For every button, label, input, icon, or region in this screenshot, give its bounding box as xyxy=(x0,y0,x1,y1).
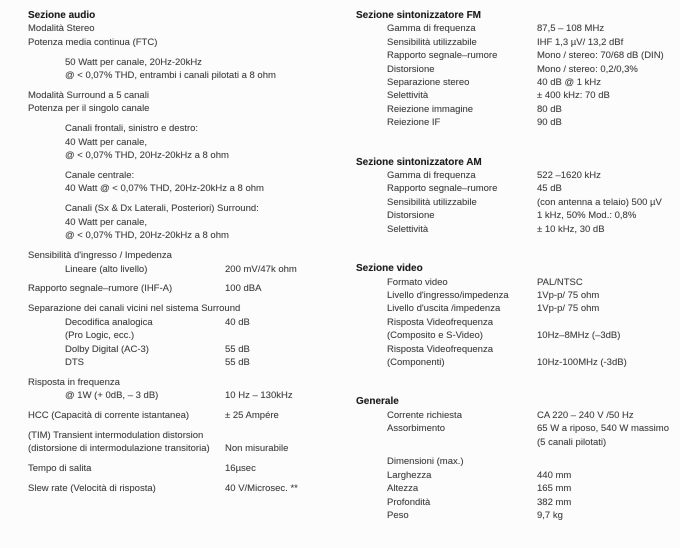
spec-block xyxy=(28,302,336,369)
audio-specs-column xyxy=(28,9,336,496)
spec-label: Sensibilità utilizzabile xyxy=(387,196,477,208)
spec-block xyxy=(356,455,678,522)
spec-value: 45 dB xyxy=(537,183,562,195)
spec-row xyxy=(356,22,678,35)
spec-row xyxy=(356,329,678,342)
spec-value: 1Vp-p/ 75 ohm xyxy=(537,289,600,301)
spec-value: Mono / stereo: 70/68 dB (DIN) xyxy=(537,50,664,62)
spec-row xyxy=(356,169,678,182)
spec-row xyxy=(356,276,678,289)
spec-label: Livello d'ingresso/impedenza xyxy=(387,289,509,301)
spec-block xyxy=(356,169,678,236)
spec-block xyxy=(28,282,336,295)
spec-row xyxy=(28,343,336,356)
spec-row xyxy=(28,429,336,442)
spec-row xyxy=(356,103,678,116)
section-sezione-video xyxy=(356,262,678,369)
spec-block xyxy=(28,122,336,162)
spec-block xyxy=(28,56,336,83)
section-title: Sezione audio xyxy=(28,10,96,21)
spec-row xyxy=(28,409,336,422)
tuner-video-general-column xyxy=(356,9,678,548)
spec-row xyxy=(28,482,336,495)
spec-row xyxy=(28,36,336,49)
spec-row xyxy=(28,462,336,475)
spec-value: PAL/NTSC xyxy=(537,276,583,288)
spec-label: Separazione stereo xyxy=(387,77,470,89)
spec-block xyxy=(356,409,678,449)
spec-row xyxy=(28,202,336,215)
spec-label: Dimensioni (max.) xyxy=(387,456,464,468)
spec-row xyxy=(28,182,336,195)
spec-row xyxy=(28,56,336,69)
spec-block xyxy=(28,482,336,495)
spec-label: 40 Watt per canale, xyxy=(65,216,148,228)
spec-row xyxy=(28,329,336,342)
spec-row xyxy=(28,229,336,242)
spec-row xyxy=(356,509,678,522)
spec-label: Risposta Videofrequenza xyxy=(387,343,493,355)
spec-row xyxy=(28,102,336,115)
spec-block xyxy=(28,429,336,456)
spec-row xyxy=(356,436,678,449)
spec-value: Non misurabile xyxy=(225,443,289,455)
spec-row xyxy=(28,282,336,295)
spec-label: @ < 0,07% THD, 20Hz-20kHz a 8 ohm xyxy=(65,150,229,162)
spec-value: 65 W a riposo, 540 W massimo xyxy=(537,423,669,435)
spec-label: Altezza xyxy=(387,483,419,495)
spec-value: 90 dB xyxy=(537,117,562,129)
spec-row xyxy=(356,356,678,369)
spec-block xyxy=(28,376,336,403)
spec-value: 440 mm xyxy=(537,469,572,481)
spec-label: Canale centrale: xyxy=(65,170,135,182)
spec-value: 40 dB xyxy=(225,316,250,328)
spec-value: ± 25 Ampére xyxy=(225,410,279,422)
spec-label: 40 Watt per canale, xyxy=(65,136,148,148)
spec-row xyxy=(28,249,336,262)
spec-row xyxy=(356,209,678,222)
spec-row xyxy=(356,76,678,89)
spec-label: Profondità xyxy=(387,496,431,508)
spec-block xyxy=(28,249,336,276)
spec-label: @ < 0,07% THD, entrambi i canali pilotati a 8 ohm xyxy=(65,70,276,82)
spec-value: 80 dB xyxy=(537,103,562,115)
section-sezione-audio xyxy=(28,9,336,496)
spec-label: (TIM) Transient intermodulation distorsion xyxy=(28,430,204,442)
spec-value: 10Hz–8MHz (–3dB) xyxy=(537,330,621,342)
spec-label: Tempo di salita xyxy=(28,463,92,475)
spec-label: Gamma di frequenza xyxy=(387,23,476,35)
spec-value: 165 mm xyxy=(537,483,572,495)
spec-row xyxy=(28,263,336,276)
section-title: Generale xyxy=(356,396,399,408)
spec-value: 9,7 kg xyxy=(537,510,563,522)
spec-row xyxy=(356,422,678,435)
spec-row xyxy=(28,216,336,229)
spec-value: 1 kHz, 50% Mod.: 0,8% xyxy=(537,210,637,222)
spec-row xyxy=(28,69,336,82)
spec-row xyxy=(356,89,678,102)
spec-row xyxy=(28,22,336,35)
spec-row xyxy=(28,389,336,402)
spec-label: 40 Watt @ < 0,07% THD, 20Hz-20kHz a 8 ohm xyxy=(65,183,264,195)
spec-value: 522 –1620 kHz xyxy=(537,170,601,182)
spec-label: @ < 0,07% THD, 20Hz-20kHz a 8 ohm xyxy=(65,230,229,242)
spec-row xyxy=(28,89,336,102)
spec-row xyxy=(356,63,678,76)
spec-row xyxy=(356,223,678,236)
spec-block xyxy=(28,169,336,196)
spec-value: 10Hz-100MHz (-3dB) xyxy=(537,356,627,368)
spec-label: Distorsione xyxy=(387,210,435,222)
spec-label: Distorsione xyxy=(387,63,435,75)
spec-value: IHF 1,3 µV/ 13,2 dBf xyxy=(537,36,624,48)
spec-label: Formato video xyxy=(387,276,448,288)
spec-label: Modalità Surround a 5 canali xyxy=(28,90,149,102)
spec-row xyxy=(356,316,678,329)
spec-row xyxy=(356,196,678,209)
spec-value: 1Vp-p/ 75 ohm xyxy=(537,303,600,315)
spec-label: Slew rate (Velocità di risposta) xyxy=(28,483,156,495)
spec-label: (Pro Logic, ecc.) xyxy=(65,330,135,342)
spec-value: (con antenna a telaio) 500 µV xyxy=(537,196,662,208)
spec-label: Livello d'uscita /impedenza xyxy=(387,303,501,315)
spec-block xyxy=(28,409,336,422)
spec-label: Gamma di frequenza xyxy=(387,170,476,182)
spec-value: 10 Hz – 130kHz xyxy=(225,390,293,402)
spec-label: Reiezione immagine xyxy=(387,103,474,115)
section-sezione-sintonizzatore-fm xyxy=(356,9,678,130)
spec-row xyxy=(356,116,678,129)
spec-label: Larghezza xyxy=(387,469,432,481)
spec-label: DTS xyxy=(65,356,84,368)
spec-label: Canali frontali, sinistro e destro: xyxy=(65,123,199,135)
spec-block xyxy=(356,22,678,129)
spec-value: (5 canali pilotati) xyxy=(537,436,607,448)
spec-value: 40 dB @ 1 kHz xyxy=(537,77,602,89)
spec-row xyxy=(28,442,336,455)
section-generale xyxy=(356,395,678,522)
spec-value: Mono / stereo: 0,2/0,3% xyxy=(537,63,638,75)
spec-label: Risposta Videofrequenza xyxy=(387,316,493,328)
spec-label: Reiezione IF xyxy=(387,117,441,129)
spec-row xyxy=(28,376,336,389)
spec-row xyxy=(356,343,678,356)
spec-label: Decodifica analogica xyxy=(65,316,153,328)
spec-row xyxy=(356,469,678,482)
section-title: Sezione sintonizzatore FM xyxy=(356,10,482,21)
spec-label: Risposta in frequenza xyxy=(28,376,120,388)
spec-row xyxy=(28,169,336,182)
spec-block xyxy=(28,89,336,116)
spec-row xyxy=(356,409,678,422)
spec-label: Peso xyxy=(387,510,409,522)
spec-label: Potenza per il singolo canale xyxy=(28,103,150,115)
spec-label: Rapporto segnale–rumore xyxy=(387,183,498,195)
spec-label: Potenza media continua (FTC) xyxy=(28,36,158,48)
spec-value: CA 220 – 240 V /50 Hz xyxy=(537,409,634,421)
spec-row xyxy=(356,455,678,468)
spec-row xyxy=(356,302,678,315)
spec-value: ± 10 kHz, 30 dB xyxy=(537,223,605,235)
spec-row xyxy=(356,482,678,495)
spec-row xyxy=(28,149,336,162)
spec-label: Selettività xyxy=(387,90,429,102)
spec-row xyxy=(28,122,336,135)
spec-label: Assorbimento xyxy=(387,423,446,435)
spec-label: Modalità Stereo xyxy=(28,23,95,35)
spec-label: Selettività xyxy=(387,223,429,235)
spec-value: 382 mm xyxy=(537,496,572,508)
spec-label: Rapporto segnale–rumore xyxy=(387,50,498,62)
spec-value: 100 dBA xyxy=(225,283,262,295)
section-sezione-sintonizzatore-am xyxy=(356,156,678,236)
spec-label: (Composito e S-Video) xyxy=(387,330,483,342)
spec-block xyxy=(28,202,336,242)
spec-row xyxy=(28,356,336,369)
spec-value: 87,5 – 108 MHz xyxy=(537,23,605,35)
section-title: Sezione video xyxy=(356,263,423,275)
spec-row xyxy=(356,36,678,49)
spec-block xyxy=(356,276,678,370)
spec-value: 40 V/Microsec. ** xyxy=(225,483,298,495)
spec-label: Dolby Digital (AC-3) xyxy=(65,343,149,355)
spec-label: Rapporto segnale–rumore (IHF-A) xyxy=(28,283,173,295)
spec-label: Corrente richiesta xyxy=(387,409,462,421)
spec-row xyxy=(28,316,336,329)
spec-label: (distorsione di intermodulazione transitoria) xyxy=(28,443,210,455)
spec-label: Sensibilità d'ingresso / Impedenza xyxy=(28,250,172,262)
spec-label: Sensibilità utilizzabile xyxy=(387,36,477,48)
spec-row xyxy=(28,302,336,315)
spec-row xyxy=(28,136,336,149)
spec-label: 50 Watt per canale, 20Hz-20kHz xyxy=(65,56,202,68)
spec-row xyxy=(356,182,678,195)
spec-label: (Componenti) xyxy=(387,356,445,368)
spec-value: 55 dB xyxy=(225,356,250,368)
spec-value: 16µsec xyxy=(225,463,256,475)
spec-value: ± 400 kHz: 70 dB xyxy=(537,90,610,102)
spec-row xyxy=(356,289,678,302)
spec-label: Separazione dei canali vicini nel sistema Surround xyxy=(28,303,241,315)
spec-label: @ 1W (+ 0dB, – 3 dB) xyxy=(65,390,159,402)
spec-value: 55 dB xyxy=(225,343,250,355)
spec-row xyxy=(356,49,678,62)
spec-value: 200 mV/47k ohm xyxy=(225,263,297,275)
spec-row xyxy=(356,496,678,509)
spec-label: HCC (Capacità di corrente istantanea) xyxy=(28,410,190,422)
spec-label: Canali (Sx & Dx Laterali, Posteriori) Surround: xyxy=(65,203,259,215)
section-title: Sezione sintonizzatore AM xyxy=(356,156,482,168)
spec-label: Lineare (alto livello) xyxy=(65,263,148,275)
spec-block xyxy=(28,22,336,49)
spec-block xyxy=(28,462,336,475)
